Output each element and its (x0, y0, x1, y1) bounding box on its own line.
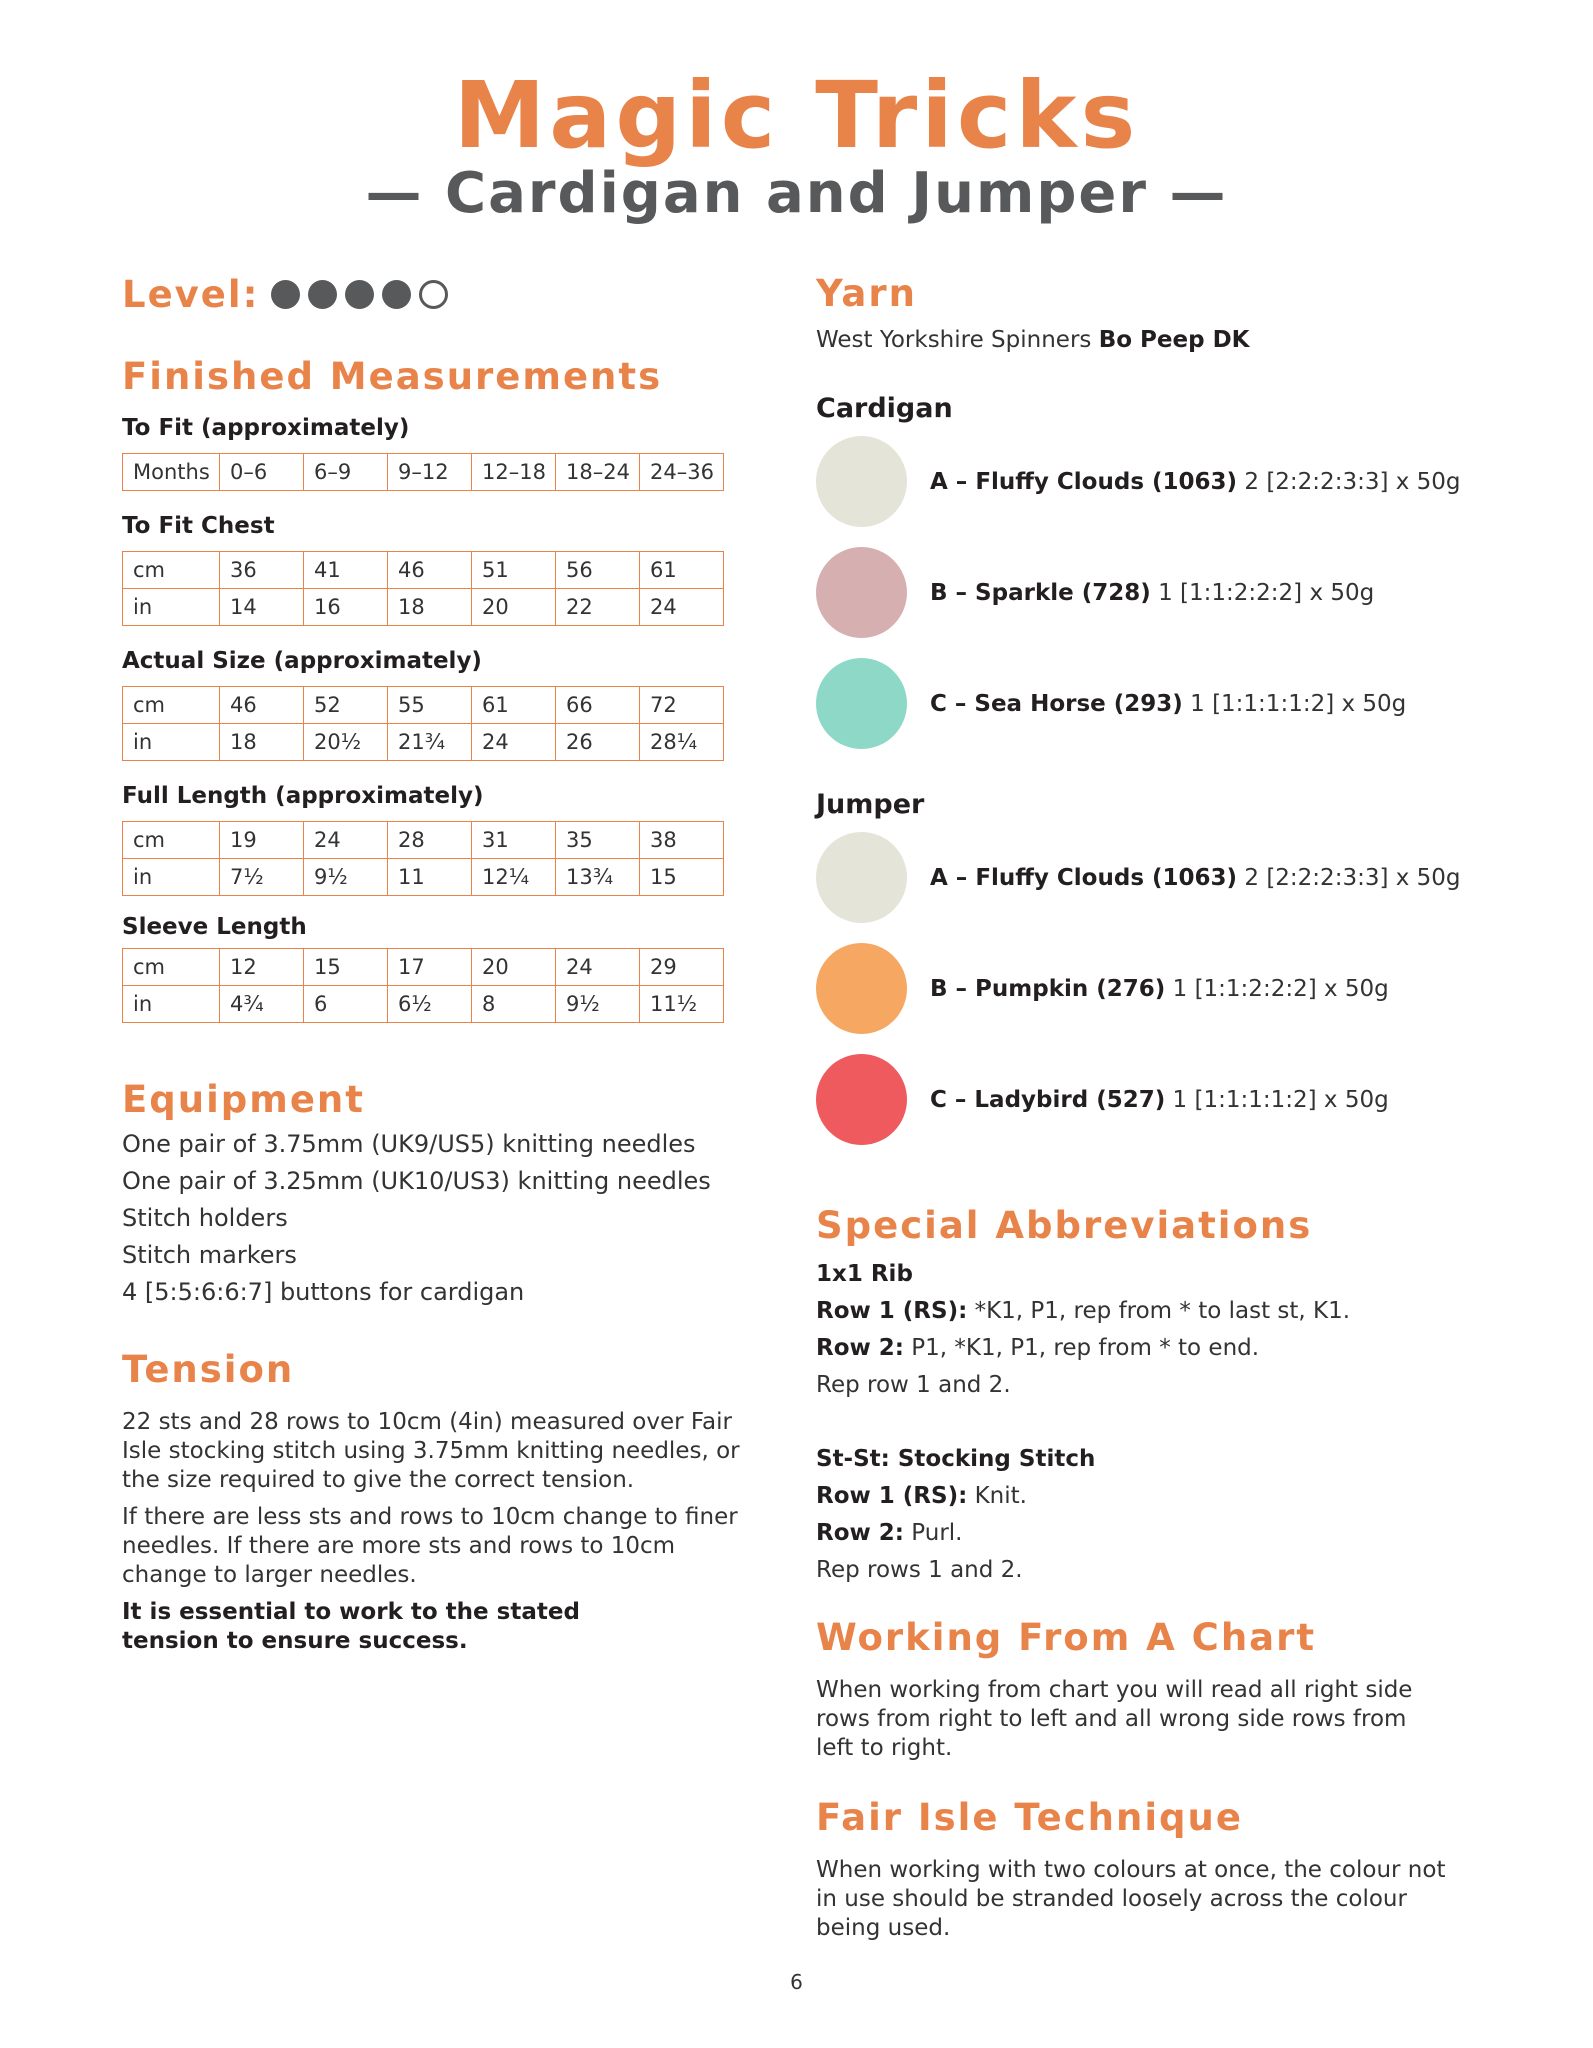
table-row (123, 986, 724, 1023)
yarn-item-text (930, 1087, 1389, 1113)
yarn-brand: West Yorkshire Spinners (816, 327, 1099, 353)
jumper-label: Jumper (816, 789, 925, 820)
table-cell: 20 (472, 949, 556, 986)
yarn-name: A – Fluffy Clouds (1063) (930, 468, 1238, 495)
table-cell: 61 (640, 552, 724, 589)
table-cell: 17 (388, 949, 472, 986)
table-cell: 9½ (556, 986, 640, 1023)
tension-paragraph-3: It is essential to work to the stated tension to ensure success. (122, 1599, 580, 1654)
table-cell: 7½ (220, 859, 304, 896)
level-dot-empty (419, 280, 448, 309)
table-cell: 29 (640, 949, 724, 986)
yarn-item-text (930, 865, 1461, 891)
equipment-item: One pair of 3.75mm (UK9/US5) knitting needles (122, 1130, 696, 1158)
equipment-item: 4 [5:5:6:6:7] buttons for cardigan (122, 1278, 525, 1306)
to-fit-table (122, 453, 724, 491)
tension-heading: Tension (122, 1348, 295, 1391)
table-cell: 21¾ (388, 724, 472, 761)
table-cell: 15 (640, 859, 724, 896)
sleeve-length-table (122, 948, 724, 1023)
page-subtitle: — Cardigan and Jumper — (365, 161, 1228, 226)
level-dot-filled (382, 280, 411, 309)
yarn-qty: 1 [1:1:1:1:2] x 50g (1190, 690, 1407, 717)
table-cell: 9–12 (388, 454, 472, 491)
table-cell: 6–9 (304, 454, 388, 491)
equipment-list (122, 1126, 762, 1311)
left-column (122, 270, 762, 1656)
swatch-sparkle (816, 547, 907, 638)
table-cell: 20½ (304, 724, 388, 761)
row-unit-cell: cm (123, 949, 220, 986)
yarn-item (816, 537, 1516, 648)
table-cell: 61 (472, 687, 556, 724)
table-cell: 6½ (388, 986, 472, 1023)
rib-abbreviation (816, 1256, 1516, 1404)
table-cell: 18 (220, 724, 304, 761)
yarn-intro (816, 326, 1516, 355)
yarn-item-text (930, 976, 1389, 1002)
chart-text: When working from chart you will read all right side rows from right to left and all wrong side rows from left to right. (816, 1677, 1413, 1761)
table-cell: 18 (388, 589, 472, 626)
table-cell: 22 (556, 589, 640, 626)
table-cell: 46 (388, 552, 472, 589)
swatch-ladybird (816, 1054, 907, 1145)
yarn-item (816, 1044, 1516, 1155)
yarn-name: C – Sea Horse (293) (930, 690, 1183, 717)
table-cell: 6 (304, 986, 388, 1023)
right-column (816, 270, 1516, 1943)
yarn-name: A – Fluffy Clouds (1063) (930, 864, 1238, 891)
row-unit-cell: in (123, 724, 220, 761)
table-cell: 4¾ (220, 986, 304, 1023)
yarn-qty: 1 [1:1:2:2:2] x 50g (1172, 975, 1389, 1002)
yarn-name: B – Pumpkin (276) (930, 975, 1166, 1002)
table-cell: 9½ (304, 859, 388, 896)
table-row (123, 724, 724, 761)
stst-row-2: Row 2: Purl. (816, 1520, 963, 1546)
table-cell: 41 (304, 552, 388, 589)
actual-size-table (122, 686, 724, 761)
cardigan-yarn-list (816, 426, 1516, 759)
yarn-item (816, 933, 1516, 1044)
table-cell: 38 (640, 822, 724, 859)
row-unit-cell: in (123, 589, 220, 626)
table-cell: 16 (304, 589, 388, 626)
table-cell: 11 (388, 859, 472, 896)
table-row (123, 552, 724, 589)
rib-row-2: Row 2: P1, *K1, P1, rep from * to end. (816, 1335, 1260, 1361)
table-cell: 46 (220, 687, 304, 724)
table-cell: 20 (472, 589, 556, 626)
jumper-yarn-list (816, 822, 1516, 1155)
full-length-table (122, 821, 724, 896)
chest-label: To Fit Chest (122, 513, 275, 539)
page-number: 6 (790, 1970, 803, 1994)
swatch-pumpkin (816, 943, 907, 1034)
table-cell: 36 (220, 552, 304, 589)
table-cell: 14 (220, 589, 304, 626)
table-row (123, 454, 724, 491)
measurements-heading: Finished Measurements (122, 355, 663, 398)
equipment-item: One pair of 3.25mm (UK10/US3) knitting needles (122, 1167, 711, 1195)
tension-paragraph-1: 22 sts and 28 rows to 10cm (4in) measured over Fair Isle stocking stitch using 3.75mm knitting needles, or the size required to give the correct tension. (122, 1409, 740, 1493)
table-cell: 31 (472, 822, 556, 859)
yarn-name: B – Sparkle (728) (930, 579, 1151, 606)
swatch-fluffy-clouds (816, 436, 907, 527)
yarn-heading: Yarn (816, 272, 917, 315)
stst-abbreviation (816, 1441, 1516, 1589)
table-row (123, 822, 724, 859)
level-dot-filled (345, 280, 374, 309)
yarn-qty: 2 [2:2:2:3:3] x 50g (1244, 864, 1461, 891)
yarn-item (816, 822, 1516, 933)
stst-title: St-St: Stocking Stitch (816, 1446, 1096, 1472)
table-row (123, 859, 724, 896)
chart-heading: Working From A Chart (816, 1616, 1317, 1659)
row-unit-cell: in (123, 859, 220, 896)
table-cell: 19 (220, 822, 304, 859)
table-cell: 66 (556, 687, 640, 724)
table-cell: 13¾ (556, 859, 640, 896)
yarn-qty: 2 [2:2:2:3:3] x 50g (1244, 468, 1461, 495)
equipment-item: Stitch markers (122, 1241, 297, 1269)
level-dot-filled (271, 280, 300, 309)
table-cell: 24 (556, 949, 640, 986)
row-unit-cell: in (123, 986, 220, 1023)
cardigan-label: Cardigan (816, 393, 953, 424)
row-unit-cell: cm (123, 822, 220, 859)
to-fit-label: To Fit (approximately) (122, 415, 410, 441)
table-cell: 51 (472, 552, 556, 589)
table-row (123, 949, 724, 986)
rib-row-1: Row 1 (RS): *K1, P1, rep from * to last st, K1. (816, 1298, 1351, 1324)
table-cell: 28¼ (640, 724, 724, 761)
swatch-sea-horse (816, 658, 907, 749)
swatch-fluffy-clouds (816, 832, 907, 923)
fairisle-heading: Fair Isle Technique (816, 1796, 1243, 1839)
yarn-product: Bo Peep DK (1098, 327, 1250, 353)
yarn-qty: 1 [1:1:2:2:2] x 50g (1158, 579, 1375, 606)
table-cell: 0–6 (220, 454, 304, 491)
abbreviations-heading: Special Abbreviations (816, 1204, 1313, 1247)
sleeve-length-label: Sleeve Length (122, 914, 307, 940)
table-cell: 8 (472, 986, 556, 1023)
rib-title: 1x1 Rib (816, 1261, 913, 1287)
table-cell: 56 (556, 552, 640, 589)
table-cell: 35 (556, 822, 640, 859)
table-cell: 72 (640, 687, 724, 724)
chest-table (122, 551, 724, 626)
tension-paragraph-2: If there are less sts and rows to 10cm change to finer needles. If there are more sts and rows to 10cm change to larger needles. (122, 1504, 738, 1588)
equipment-heading: Equipment (122, 1078, 365, 1121)
rib-repeat: Rep row 1 and 2. (816, 1372, 1011, 1398)
level-dots (271, 280, 456, 309)
table-cell: 24 (640, 589, 724, 626)
level-indicator (122, 270, 762, 318)
table-cell: 55 (388, 687, 472, 724)
stst-row-1: Row 1 (RS): Knit. (816, 1483, 1027, 1509)
table-cell: 24–36 (640, 454, 724, 491)
yarn-item (816, 648, 1516, 759)
row-unit-cell: cm (123, 552, 220, 589)
level-dot-filled (308, 280, 337, 309)
actual-size-label: Actual Size (approximately) (122, 648, 482, 674)
table-cell: 12–18 (472, 454, 556, 491)
yarn-item-text (930, 691, 1406, 717)
table-row (123, 687, 724, 724)
table-cell: 15 (304, 949, 388, 986)
yarn-name: C – Ladybird (527) (930, 1086, 1166, 1113)
fairisle-text: When working with two colours at once, the colour not in use should be stranded loosely across the colour being used. (816, 1857, 1446, 1941)
table-cell: 26 (556, 724, 640, 761)
stst-repeat: Rep rows 1 and 2. (816, 1557, 1023, 1583)
level-label: Level: (122, 272, 260, 316)
yarn-item (816, 426, 1516, 537)
table-cell: 12¼ (472, 859, 556, 896)
yarn-item-text (930, 580, 1374, 606)
table-cell: 18–24 (556, 454, 640, 491)
table-cell: 11½ (640, 986, 724, 1023)
table-cell: 52 (304, 687, 388, 724)
table-row (123, 589, 724, 626)
yarn-item-text (930, 469, 1461, 495)
row-unit-cell: cm (123, 687, 220, 724)
page-title: Magic Tricks (453, 62, 1140, 169)
yarn-qty: 1 [1:1:1:1:2] x 50g (1172, 1086, 1389, 1113)
table-cell: 24 (472, 724, 556, 761)
full-length-label: Full Length (approximately) (122, 783, 484, 809)
table-cell: 12 (220, 949, 304, 986)
equipment-item: Stitch holders (122, 1204, 288, 1232)
table-cell: 28 (388, 822, 472, 859)
table-cell: 24 (304, 822, 388, 859)
row-unit-cell: Months (123, 454, 220, 491)
